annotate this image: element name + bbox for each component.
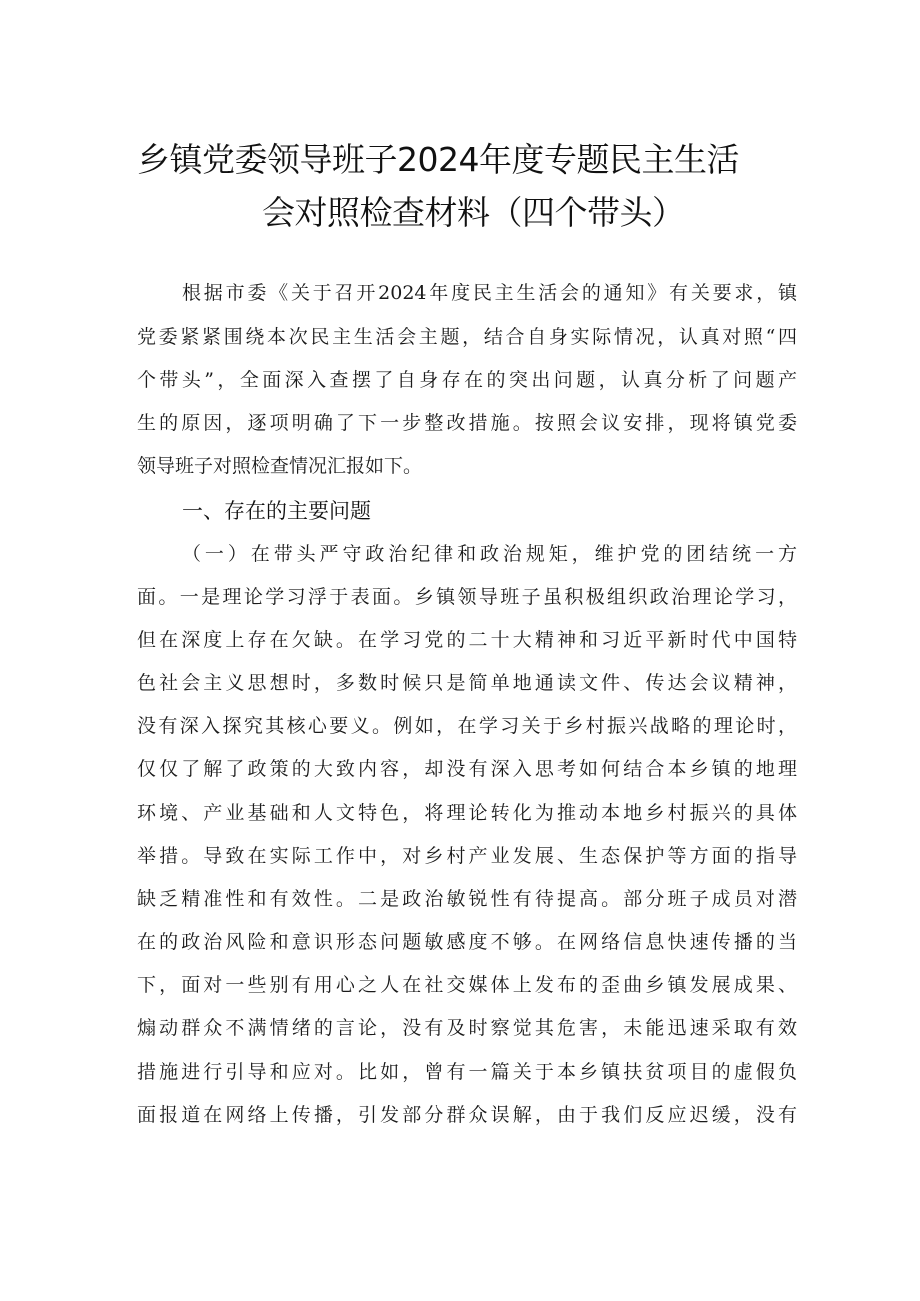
intro-paragraph-line: 生的原因，逐项明确了下一步整改措施。按照会议安排，现将镇党委 [137, 412, 797, 434]
document-title-line-2: 会对照检查材料（四个带头） [262, 193, 685, 232]
section-paragraph-line: 但在深度上存在欠缺。在学习党的二十大精神和习近平新时代中国特 [137, 629, 797, 651]
section-paragraph-line: 下，面对一些别有用心之人在社交媒体上发布的歪曲乡镇发展成果、 [137, 974, 797, 996]
section-paragraph-line: 面报道在网络上传播，引发部分群众误解，由于我们反应迟缓，没有 [137, 1104, 797, 1126]
intro-paragraph-line: 个带头”，全面深入查摆了自身存在的突出问题，认真分析了问题产 [137, 369, 797, 391]
section-paragraph-line: （一）在带头严守政治纪律和政治规矩，维护党的团结统一方 [182, 543, 797, 565]
document-title-line-1: 乡镇党委领导班子2024年度专题民主生活 [137, 140, 739, 179]
section-paragraph-line: 仅仅了解了政策的大致内容，却没有深入思考如何结合本乡镇的地理 [137, 758, 797, 780]
intro-paragraph-line: 党委紧紧围绕本次民主生活会主题，结合自身实际情况，认真对照“四 [137, 326, 797, 348]
intro-paragraph-line: 领导班子对照检查情况汇报如下。 [137, 455, 423, 477]
section-paragraph-line: 措施进行引导和应对。比如，曾有一篇关于本乡镇扶贫项目的虚假负 [137, 1061, 797, 1083]
intro-paragraph-line: 根据市委《关于召开2024年度民主生活会的通知》有关要求，镇 [182, 282, 797, 304]
section-paragraph-line: 缺乏精准性和有效性。二是政治敏锐性有待提高。部分班子成员对潜 [137, 888, 797, 910]
section-paragraph-line: 举措。导致在实际工作中，对乡村产业发展、生态保护等方面的指导 [137, 845, 797, 867]
section-paragraph-line: 没有深入探究其核心要义。例如，在学习关于乡村振兴战略的理论时， [137, 715, 797, 737]
section-paragraph-line: 色社会主义思想时，多数时候只是简单地通读文件、传达会议精神， [137, 672, 797, 694]
section-paragraph-line: 面。一是理论学习浮于表面。乡镇领导班子虽积极组织政治理论学习， [137, 586, 797, 608]
section-paragraph-line: 煽动群众不满情绪的言论，没有及时察觉其危害，未能迅速采取有效 [137, 1017, 797, 1039]
section-paragraph-line: 环境、产业基础和人文特色，将理论转化为推动本地乡村振兴的具体 [137, 802, 797, 824]
section-paragraph-line: 在的政治风险和意识形态问题敏感度不够。在网络信息快速传播的当 [137, 931, 797, 953]
section-heading: 一、存在的主要问题 [182, 499, 371, 523]
